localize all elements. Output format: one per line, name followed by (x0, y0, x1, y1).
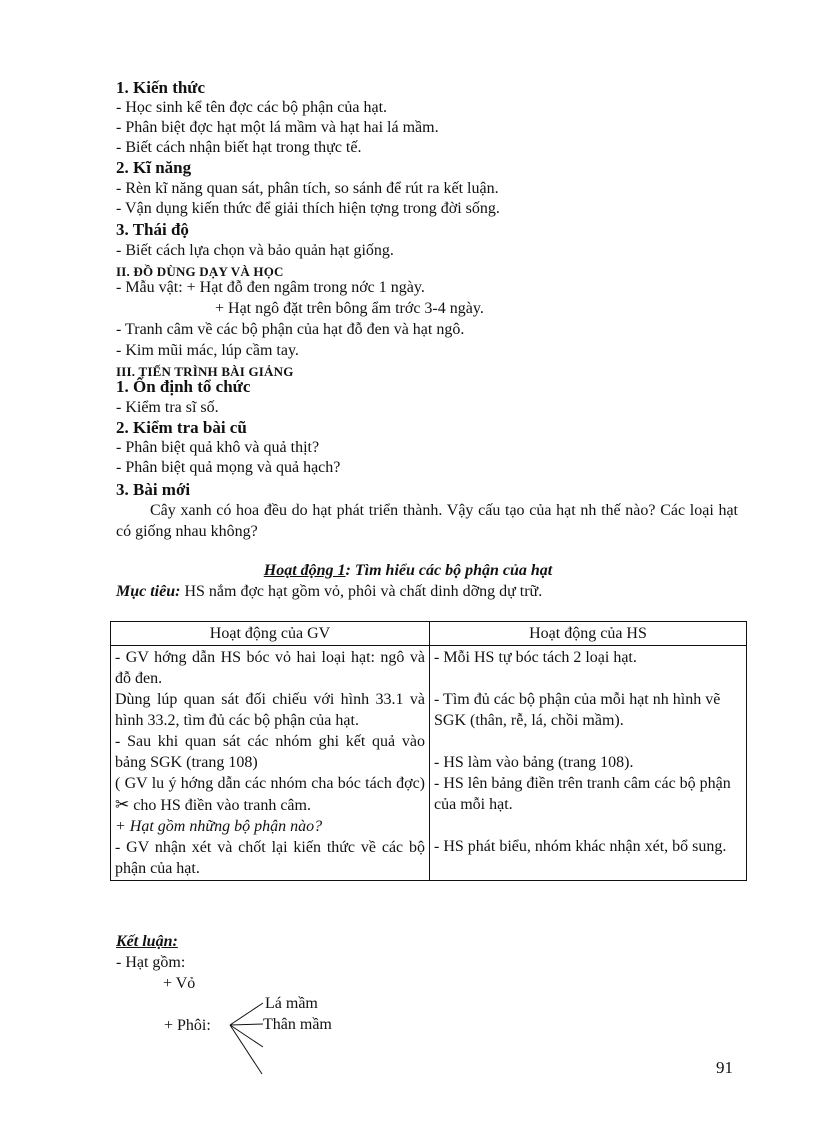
hs-step: - Tìm đủ các bộ phận của mỗi hạt nh hình vẽ SGK (thân, rễ, lá, chồi mầm). (434, 691, 721, 729)
conclusion-line: - Hạt gồm: (116, 954, 186, 971)
branch-line (230, 1024, 263, 1025)
activity-title-rest: : Tìm hiểu các bộ phận của hạt (345, 562, 553, 579)
text-line: - Vận dụng kiến thức để giải thích hiện tợng trong đời sống. (116, 200, 500, 217)
branch-label: Thân mầm (263, 1016, 332, 1033)
scissors-icon: ✂ (115, 795, 130, 814)
branch-line (230, 1025, 262, 1074)
page-number: 91 (716, 1058, 733, 1077)
text-line: - Phân biệt đợc hạt một lá mầm và hạt hai lá mầm. (116, 119, 439, 136)
text-line: - Mẫu vật: + Hạt đỗ đen ngâm trong nớc 1 ngày. (116, 279, 425, 296)
text-line: + Hạt ngô đặt trên bông ẩm trớc 3-4 ngày. (215, 300, 484, 317)
table-header-gv: Hoạt động của GV (111, 622, 430, 646)
gv-question: + Hạt gồm những bộ phận nào? (115, 818, 323, 835)
text-line: - Biết cách nhận biết hạt trong thực tế. (116, 139, 362, 156)
heading-bai-moi: 3. Bài mới (116, 480, 191, 499)
branch-line (230, 1003, 263, 1025)
text-line: - Tranh câm về các bộ phận của hạt đỗ đen và hạt ngô. (116, 321, 465, 338)
hs-step: - HS làm vào bảng (trang 108). (434, 754, 634, 771)
gv-step: - Sau khi quan sát các nhóm ghi kết quả vào bảng SGK (trang 108) (115, 733, 425, 771)
heading-tien-trinh: III. TIẾN TRÌNH BÀI GIẢNG (116, 364, 294, 379)
text-line: - Phân biệt quả khô và quả thịt? (116, 439, 320, 456)
intro-paragraph: Cây xanh có hoa đều do hạt phát triển thành. Vậy cấu tạo của hạt nh thế nào? Các loại hạt có giống nhau không? (116, 502, 738, 540)
heading-do-dung: II. ĐỒ DÙNG DẠY VÀ HỌC (116, 264, 284, 279)
gv-step: - GV nhận xét và chốt lại kiến thức về các bộ phận của hạt. (115, 839, 425, 877)
hs-step: - Mỗi HS tự bóc tách 2 loại hạt. (434, 649, 637, 666)
heading-on-dinh: 1. Ổn định tổ chức (116, 377, 251, 396)
gv-step: - GV hớng dẫn HS bóc vỏ hai loại hạt: ngô và đỗ đen. (115, 649, 425, 687)
gv-step-text: ( GV lu ý hớng dẫn các nhóm cha bóc tách đợc) (115, 775, 425, 792)
branch-label: Lá mầm (265, 995, 318, 1012)
activity-title-label: Hoạt động 1 (263, 562, 346, 579)
heading-kien-thuc: 1. Kiến thức (116, 78, 206, 97)
text-line: - Rèn kĩ năng quan sát, phân tích, so sánh để rút ra kết luận. (116, 180, 499, 197)
gv-step: Dùng lúp quan sát đối chiếu với hình 33.1 và hình 33.2, tìm đủ các bộ phận của hạt. (115, 691, 425, 729)
objective-text: HS nắm đợc hạt gồm vỏ, phôi và chất dinh dỡng dự trữ. (180, 583, 543, 600)
branch-line (230, 1025, 263, 1047)
text-line: - Phân biệt quả mọng và quả hạch? (116, 459, 341, 476)
heading-ki-nang: 2. Kĩ năng (116, 158, 192, 177)
table-header-hs: Hoạt động của HS (430, 622, 747, 646)
heading-thai-do: 3. Thái độ (116, 220, 189, 239)
hs-step: - HS phát biểu, nhóm khác nhận xét, bổ sung. (434, 838, 727, 855)
text-line: - Kim mũi mác, lúp cầm tay. (116, 342, 299, 359)
text-line: - Biết cách lựa chọn và bảo quản hạt giống. (116, 242, 394, 259)
conclusion-line: + Phôi: (164, 1017, 211, 1034)
hs-step: - HS lên bảng điền trên tranh câm các bộ phận của mỗi hạt. (434, 775, 731, 813)
text-line: - Kiểm tra sĩ số. (116, 399, 219, 416)
objective-label: Mục tiêu: (116, 583, 181, 600)
conclusion-heading: Kết luận: (116, 933, 178, 950)
conclusion-line: + Vỏ (163, 975, 196, 992)
heading-kiem-tra: 2. Kiểm tra bài cũ (116, 418, 247, 437)
text-line: - Học sinh kể tên đợc các bộ phận của hạt. (116, 99, 388, 116)
gv-step-text: cho HS điền vào tranh câm. (133, 797, 311, 814)
